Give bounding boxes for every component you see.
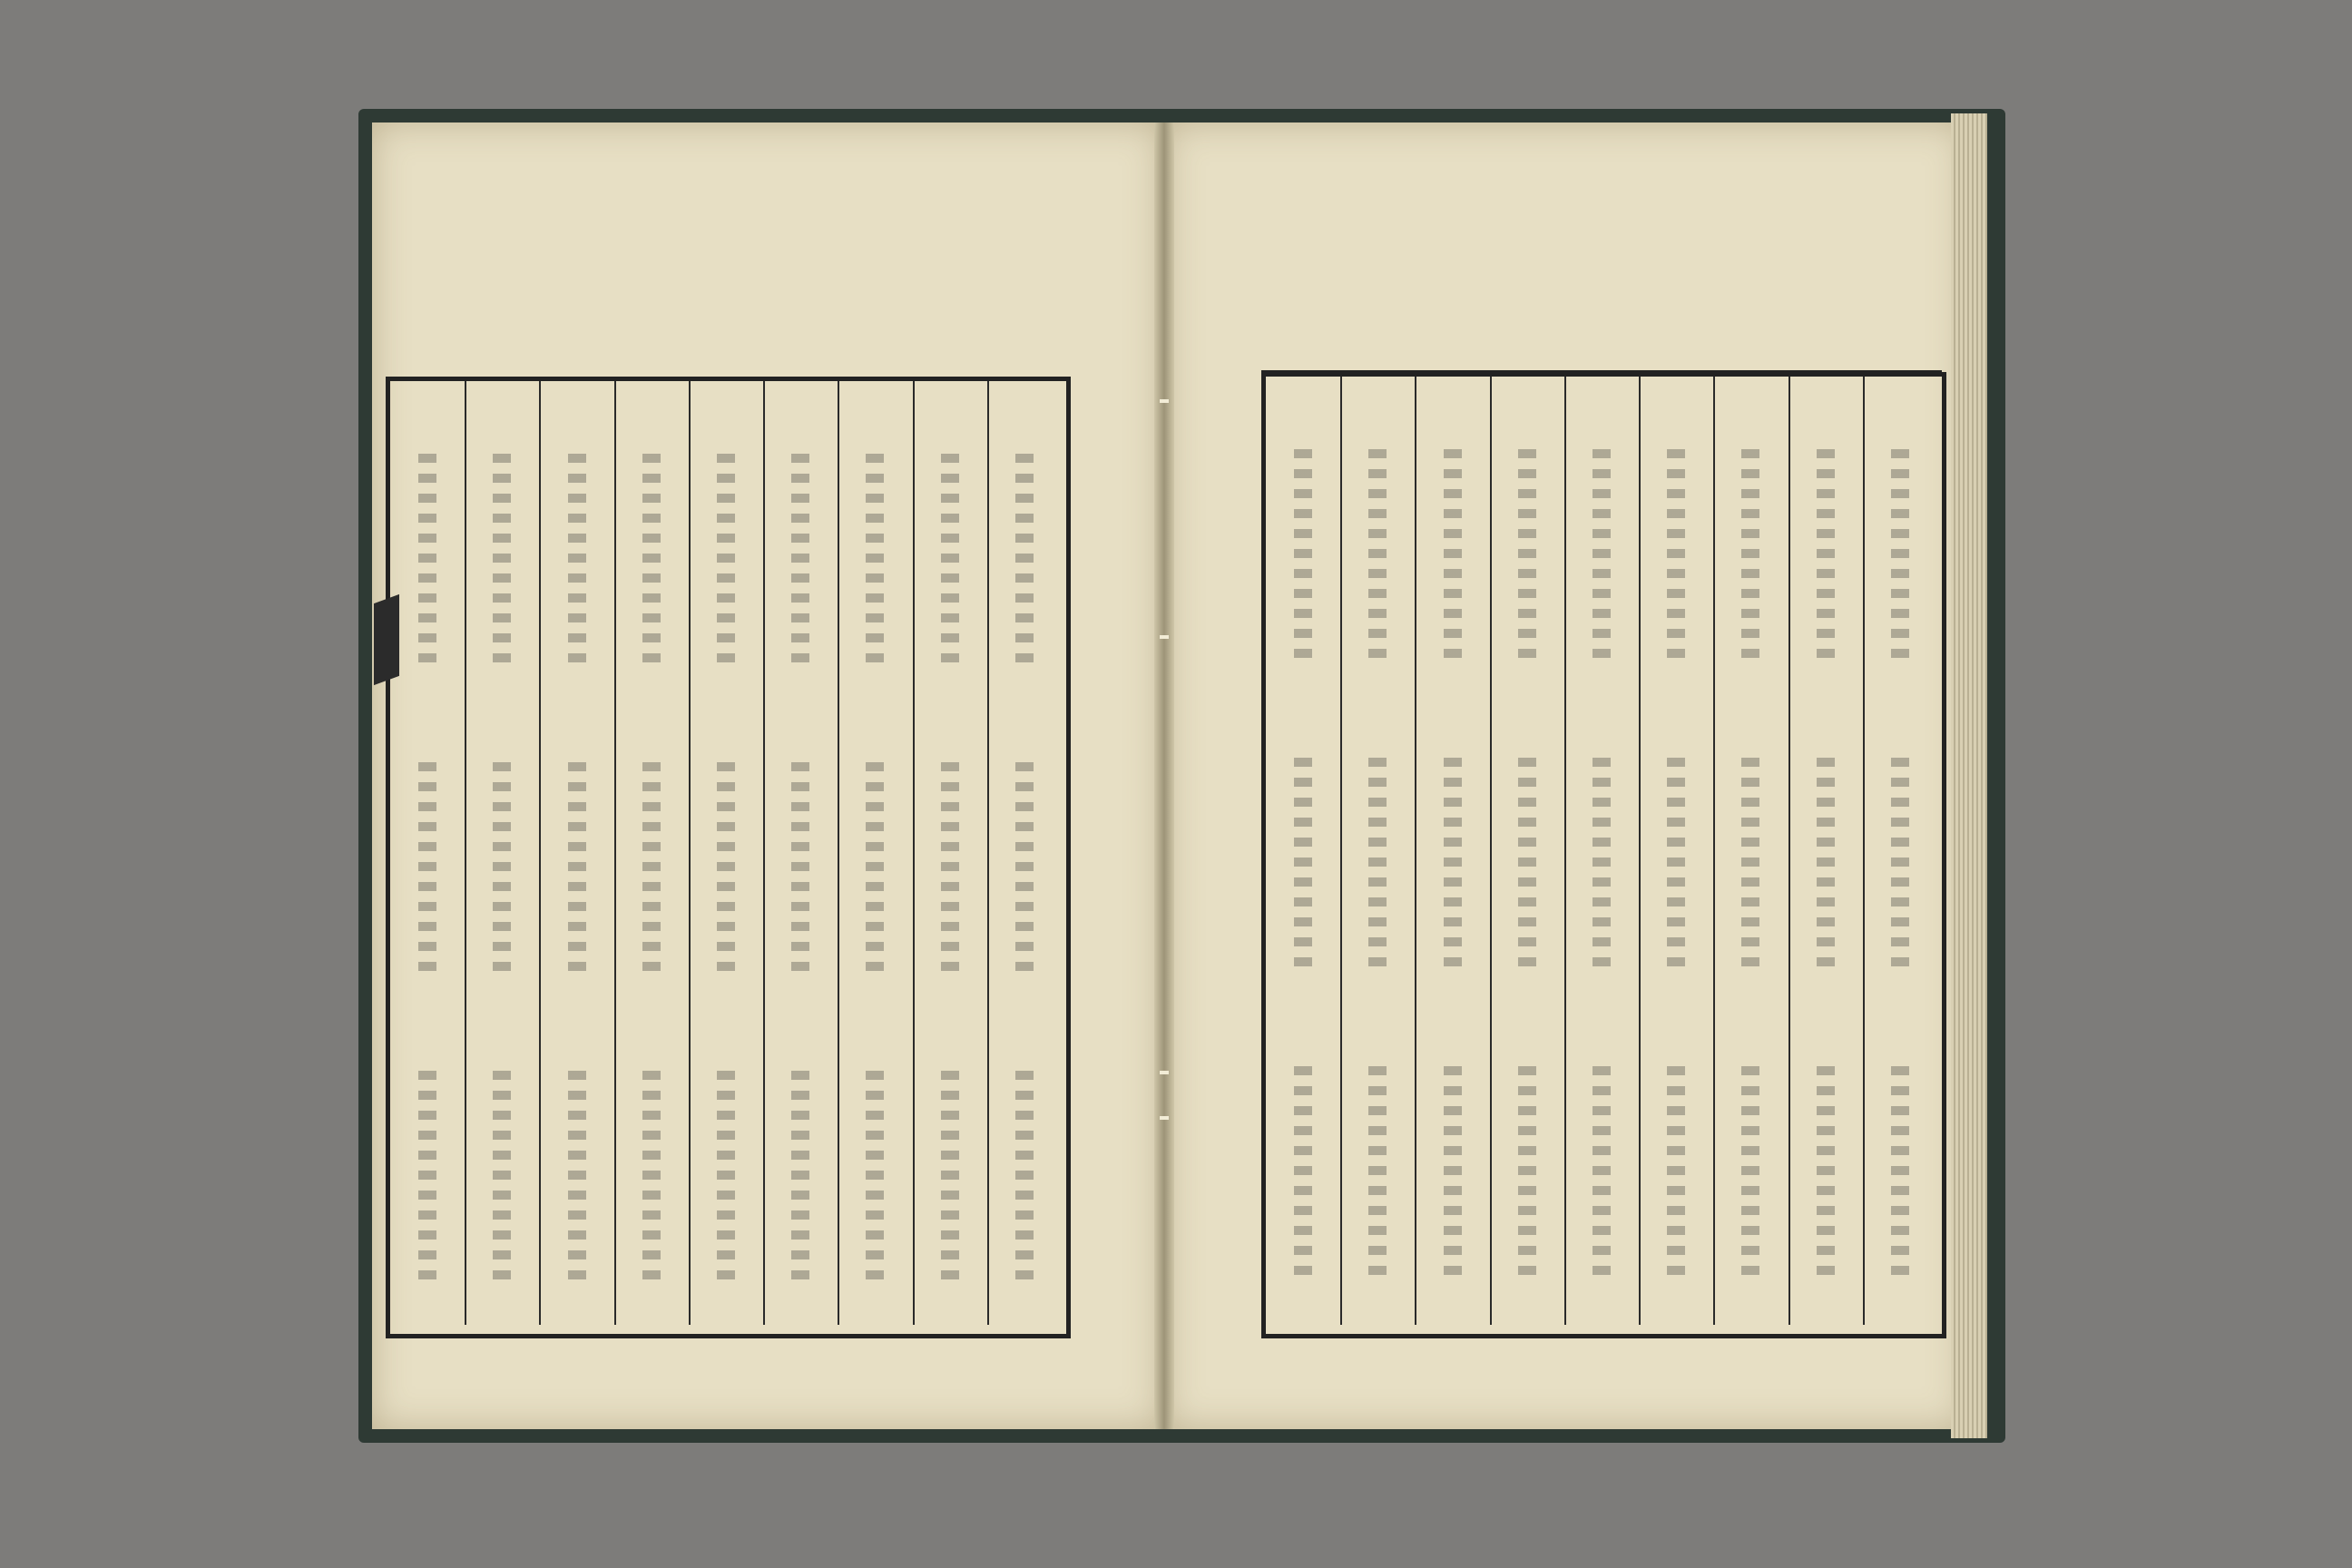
right-column-rule — [1788, 377, 1790, 1325]
left-gloss-text — [717, 762, 735, 980]
left-gloss-text — [642, 762, 661, 980]
left-gloss-text — [717, 1071, 735, 1289]
right-gloss-text — [1294, 449, 1312, 667]
right-gloss-text — [1592, 449, 1611, 667]
right-column-rule — [1415, 377, 1416, 1325]
right-gloss-text — [1667, 758, 1685, 975]
binding-stitch — [1160, 635, 1169, 639]
left-gloss-text — [418, 454, 436, 671]
left-gloss-text — [866, 762, 884, 980]
right-gloss-text — [1444, 449, 1462, 667]
book-gutter — [1154, 122, 1174, 1429]
left-gloss-text — [791, 1071, 809, 1289]
left-gloss-text — [941, 1071, 959, 1289]
right-gloss-text — [1891, 1066, 1909, 1284]
left-column-rule — [913, 381, 915, 1325]
right-gloss-text — [1741, 758, 1759, 975]
right-gloss-text — [1444, 758, 1462, 975]
right-gloss-text — [1294, 1066, 1312, 1284]
side-tab-mark — [374, 594, 399, 685]
page-edges — [1951, 113, 1987, 1438]
left-column-rule — [539, 381, 541, 1325]
right-gloss-text — [1592, 758, 1611, 975]
right-gloss-text — [1592, 1066, 1611, 1284]
right-gloss-text — [1294, 758, 1312, 975]
left-column-rule — [614, 381, 616, 1325]
left-column-rule — [838, 381, 839, 1325]
right-gloss-text — [1518, 758, 1536, 975]
right-column-rule — [1340, 377, 1342, 1325]
right-gloss-text — [1444, 1066, 1462, 1284]
binding-stitch — [1160, 1071, 1169, 1074]
right-gloss-text — [1817, 449, 1835, 667]
left-gloss-text — [866, 1071, 884, 1289]
left-gloss-text — [941, 454, 959, 671]
right-column-rule — [1863, 377, 1865, 1325]
left-gloss-text — [642, 1071, 661, 1289]
left-gloss-text — [568, 762, 586, 980]
left-gloss-text — [1015, 762, 1034, 980]
right-gloss-text — [1741, 449, 1759, 667]
binding-stitch — [1160, 1116, 1169, 1120]
right-gloss-text — [1817, 1066, 1835, 1284]
left-gloss-text — [568, 1071, 586, 1289]
right-header-row — [1261, 334, 1942, 373]
binding-stitch — [1160, 399, 1169, 403]
left-gloss-text — [493, 1071, 511, 1289]
right-gloss-text — [1518, 1066, 1536, 1284]
left-column-rule — [987, 381, 989, 1325]
left-column-rule — [763, 381, 765, 1325]
left-gloss-text — [1015, 1071, 1034, 1289]
right-gloss-text — [1817, 758, 1835, 975]
right-gloss-text — [1368, 1066, 1387, 1284]
right-column-rule — [1490, 377, 1492, 1325]
left-column-rule — [689, 381, 691, 1325]
left-gloss-text — [493, 762, 511, 980]
left-gloss-text — [418, 762, 436, 980]
right-gloss-text — [1891, 758, 1909, 975]
right-column-rule — [1639, 377, 1641, 1325]
left-gloss-text — [568, 454, 586, 671]
left-gloss-text — [791, 762, 809, 980]
left-gloss-text — [866, 454, 884, 671]
right-column-rule — [1713, 377, 1715, 1325]
right-column-rule — [1564, 377, 1566, 1325]
left-gloss-text — [642, 454, 661, 671]
left-gloss-text — [791, 454, 809, 671]
left-gloss-text — [941, 762, 959, 980]
left-gloss-text — [418, 1071, 436, 1289]
right-gloss-text — [1891, 449, 1909, 667]
left-gloss-text — [1015, 454, 1034, 671]
right-gloss-text — [1368, 758, 1387, 975]
right-gloss-text — [1667, 449, 1685, 667]
left-header-row — [390, 340, 1062, 379]
right-gloss-text — [1741, 1066, 1759, 1284]
right-gloss-text — [1518, 449, 1536, 667]
left-column-rule — [465, 381, 466, 1325]
right-gloss-text — [1667, 1066, 1685, 1284]
right-gloss-text — [1368, 449, 1387, 667]
left-gloss-text — [717, 454, 735, 671]
left-gloss-text — [493, 454, 511, 671]
